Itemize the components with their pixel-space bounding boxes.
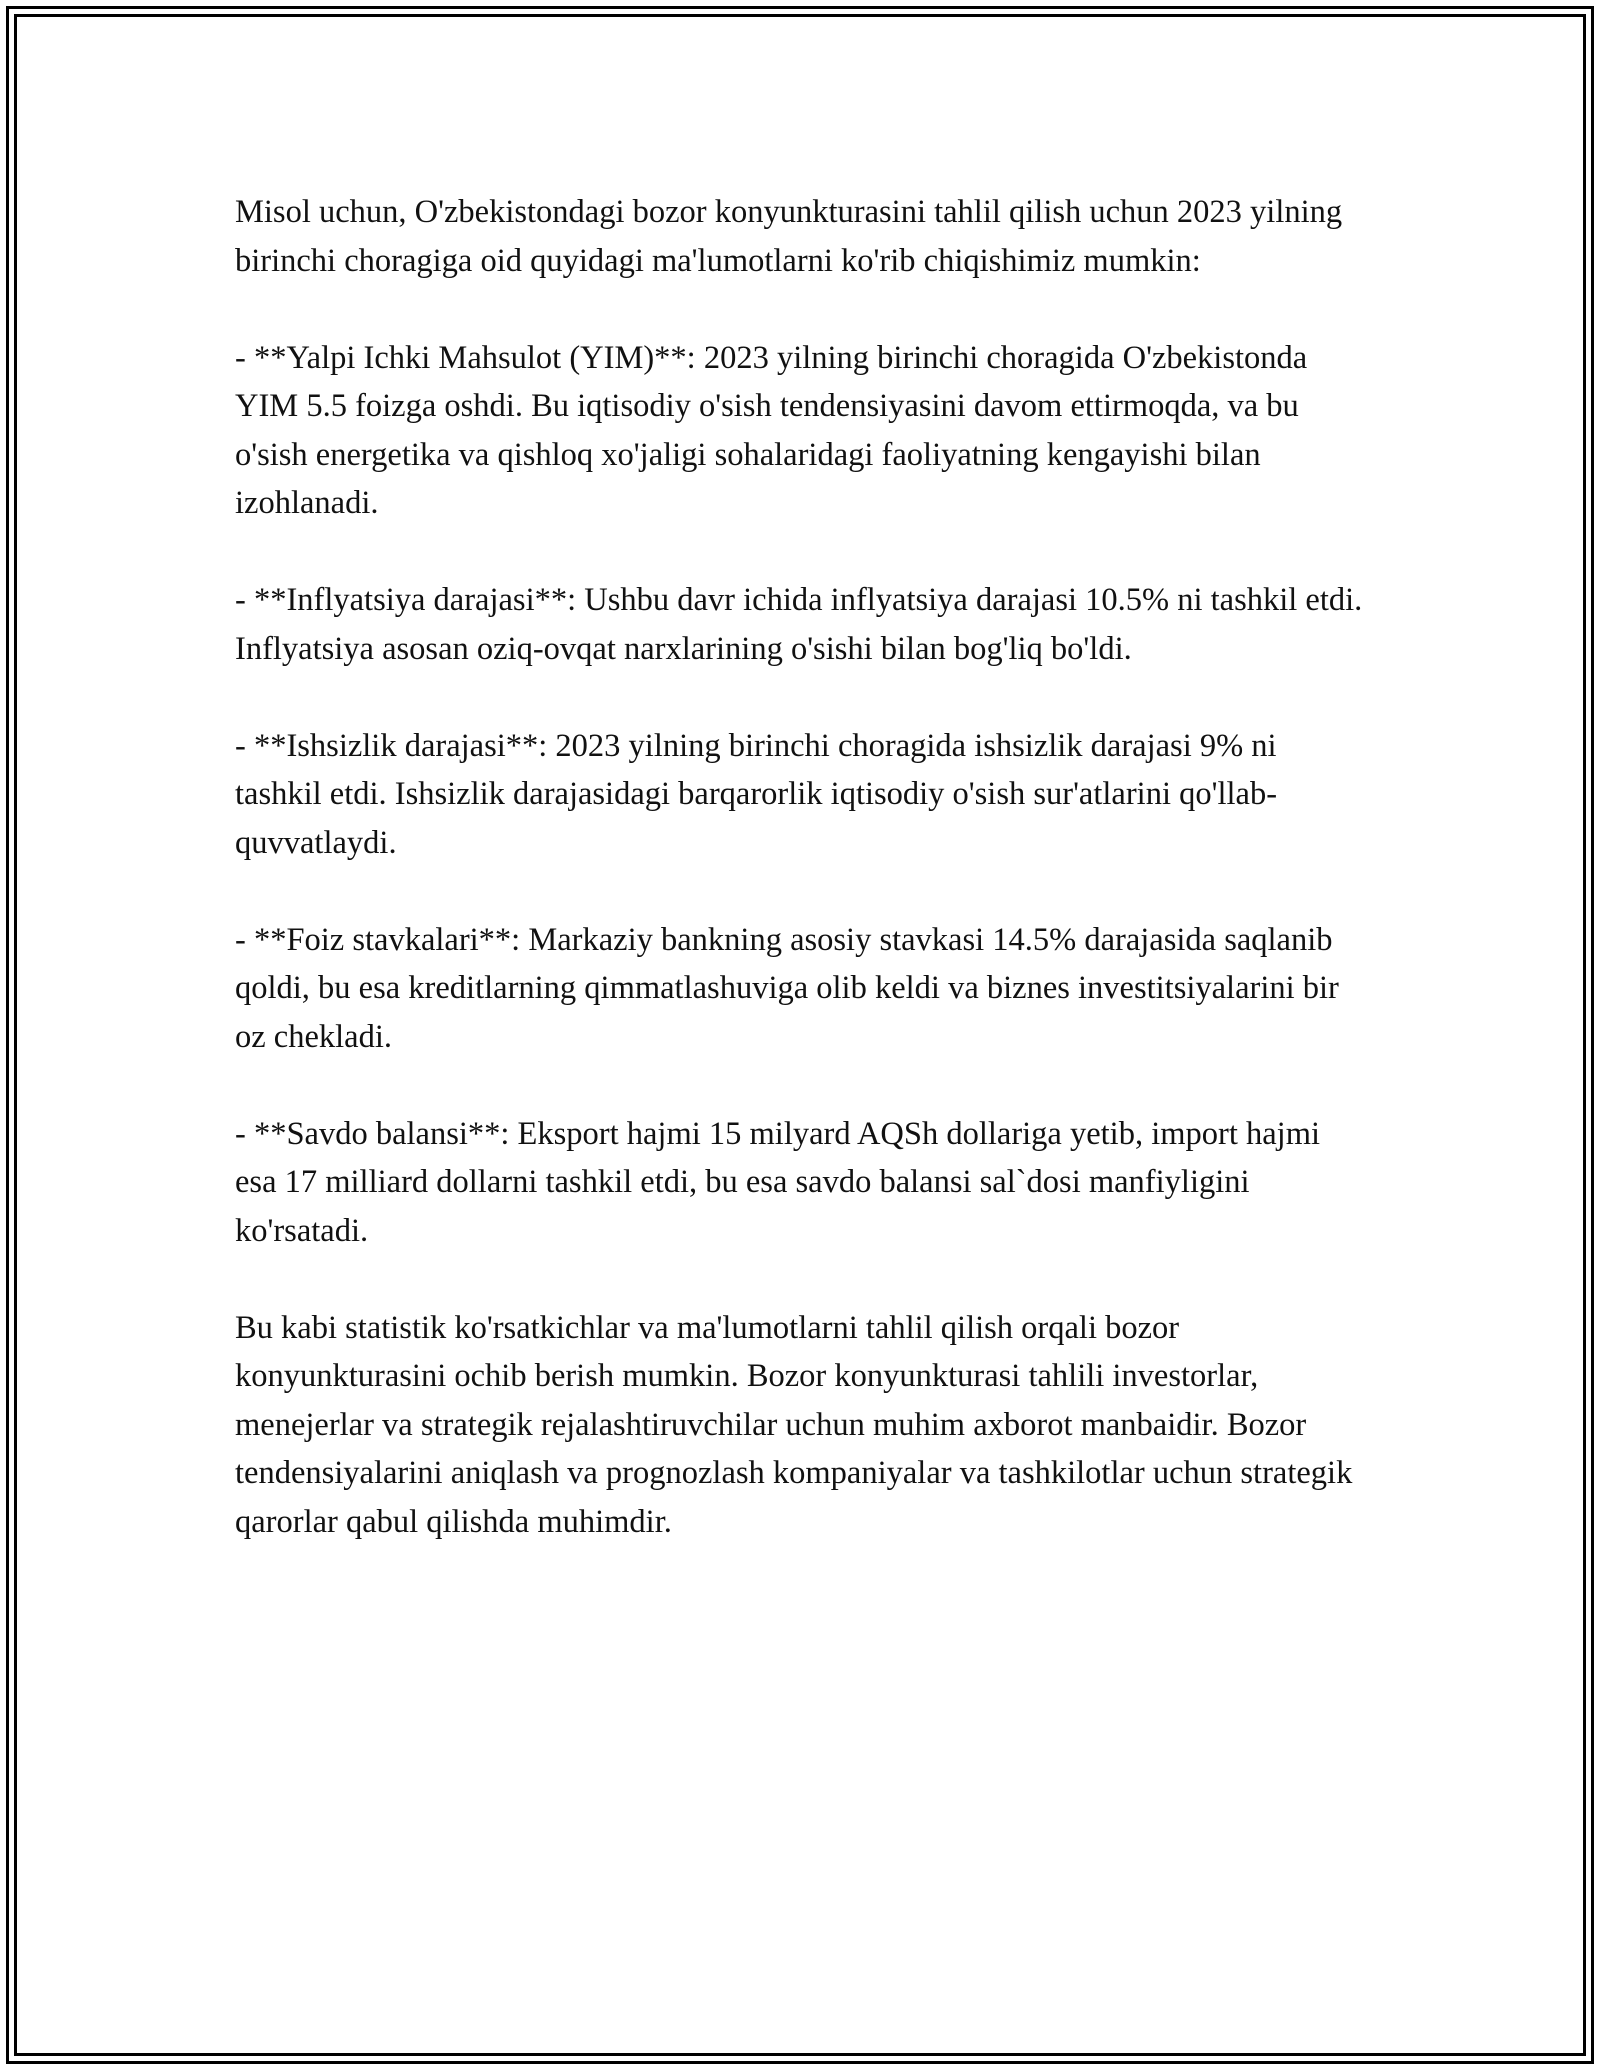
interest-rates-paragraph: - **Foiz stavkalari**: Markaziy bankning asosiy stavkasi 14.5% darajasida saqlanib qoldi, bu esa kreditlarning qimmatlashuviga olib keldi va biznes investitsiyalarini bir oz chekladi. xyxy=(235,921,1339,1055)
unemployment-paragraph: - **Ishsizlik darajasi**: 2023 yilning birinchi choragida ishsizlik darajasi 9% ni tashkil etdi. Ishsizlik darajasidagi barqarorlik iqtisodiy o'sish sur'atlarini qo'llab-quvvatlaydi. xyxy=(235,727,1278,861)
document-body xyxy=(235,188,1365,1546)
inflation-paragraph: - **Inflyatsiya darajasi**: Ushbu davr ichida inflyatsiya darajasi 10.5% ni tashkil etdi. Inflyatsiya asosan oziq-ovqat narxlarining o'sishi bilan bog'liq bo'ldi. xyxy=(235,582,1363,667)
conclusion-paragraph: Bu kabi statistik ko'rsatkichlar va ma'lumotlarni tahlil qilish orqali bozor konyunkturasini ochib berish mumkin. Bozor konyunkturasi tahlili investorlar, menejerlar va strategik rejalashtiruvchilar uchun muhim axborot manbaidir. Bozor tendensiyalarini aniqlash va prognozlash kompaniyalar va tashkilotlar uchun strategik qarorlar qabul qilishda muhimdir. xyxy=(235,1309,1353,1540)
intro-paragraph: Misol uchun, O'zbekistondagi bozor konyunkturasini tahlil qilish uchun 2023 yilning birinchi choragiga oid quyidagi ma'lumotlarni ko'rib chiqishimiz mumkin: xyxy=(235,194,1343,279)
trade-balance-paragraph: - **Savdo balansi**: Eksport hajmi 15 milyard AQSh dollariga yetib, import hajmi esa 17 milliard dollarni tashkil etdi, bu esa savdo balansi sal`dosi manfiyligini ko'rsatadi. xyxy=(235,1115,1321,1249)
gdp-paragraph: - **Yalpi Ichki Mahsulot (YIM)**: 2023 yilning birinchi choragida O'zbekistonda YIM 5.5 foizga oshdi. Bu iqtisodiy o'sish tendensiyasini davom ettirmoqda, va bu o'sish energetika va qishloq xo'jaligi sohalaridagi faoliyatning kengayishi bilan izohlanadi. xyxy=(235,339,1308,521)
